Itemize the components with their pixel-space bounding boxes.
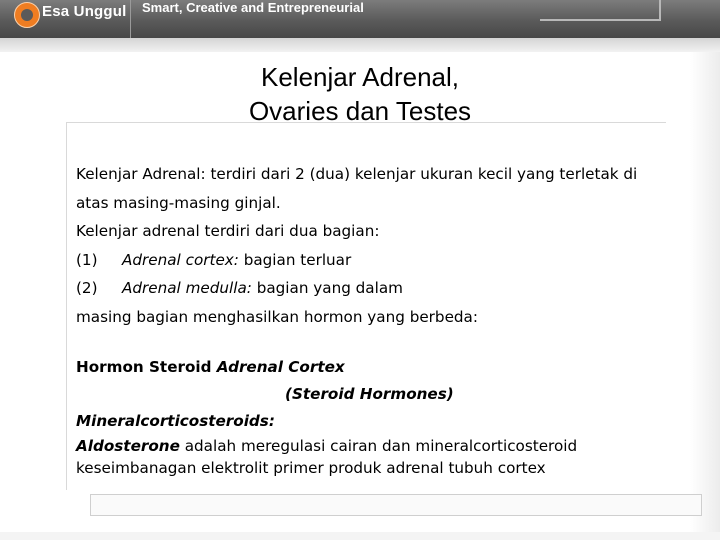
list-item-2 xyxy=(76,274,686,303)
logo-text: Esa Unggul xyxy=(42,3,127,20)
section-heading xyxy=(76,354,686,381)
list-item-2-term: Adrenal medulla: xyxy=(122,279,252,297)
header-corner-line xyxy=(659,0,661,20)
slide-title xyxy=(160,60,560,128)
list-item-2-number: (2) xyxy=(76,279,98,297)
steroid-section xyxy=(76,354,686,479)
body-paragraph-3: masing bagian menghasilkan hormon yang berbeda: xyxy=(76,307,478,326)
header-divider xyxy=(130,0,131,38)
section-subheading: (Steroid Hormones) xyxy=(285,385,454,403)
frame-right-shade xyxy=(690,52,720,540)
section-heading-bold: Hormon Steroid xyxy=(76,358,217,376)
esa-unggul-logo-icon xyxy=(14,2,40,28)
frame-line-left xyxy=(66,122,67,490)
list-item-1-term: Adrenal cortex: xyxy=(122,250,239,269)
header-tagline: Smart, Creative and Entrepreneurial xyxy=(142,0,364,15)
body-paragraph-2: Kelenjar adrenal terdiri dari dua bagian: xyxy=(76,222,380,240)
list-item-1-text: bagian terluar xyxy=(238,250,352,269)
header-shade xyxy=(0,38,720,52)
aldosterone-line-2: keseimbanagan elektrolit primer produk adrenal tubuh cortex xyxy=(76,459,546,477)
header-corner-line-horizontal xyxy=(540,19,661,21)
footer-box xyxy=(90,494,702,516)
slide-title-line-2: Ovaries dan Testes xyxy=(248,96,472,126)
list-item-1-number: (1) xyxy=(76,250,98,269)
section-heading-italic: Adrenal Cortex xyxy=(216,358,345,376)
aldosterone-text: adalah meregulasi cairan dan mineralcorticosteroid xyxy=(179,437,578,455)
mineralcorticosteroids-label: Mineralcorticosteroids: xyxy=(76,412,275,430)
aldosterone-term: Aldosterone xyxy=(76,437,180,455)
body-paragraph-1-line-1: Kelenjar Adrenal: terdiri dari 2 (dua) kelenjar ukuran kecil yang terletak di xyxy=(76,165,638,183)
list-item-2-text: bagian yang dalam xyxy=(251,279,403,297)
body-paragraph-1-line-2: atas masing-masing ginjal. xyxy=(76,193,281,212)
slide-title-line-1: Kelenjar Adrenal, xyxy=(260,62,460,92)
aldosterone-line-1 xyxy=(76,435,686,457)
header-bar xyxy=(0,0,720,38)
footer-band xyxy=(0,532,720,540)
slide-body xyxy=(76,160,686,331)
list-item-1 xyxy=(76,246,686,275)
